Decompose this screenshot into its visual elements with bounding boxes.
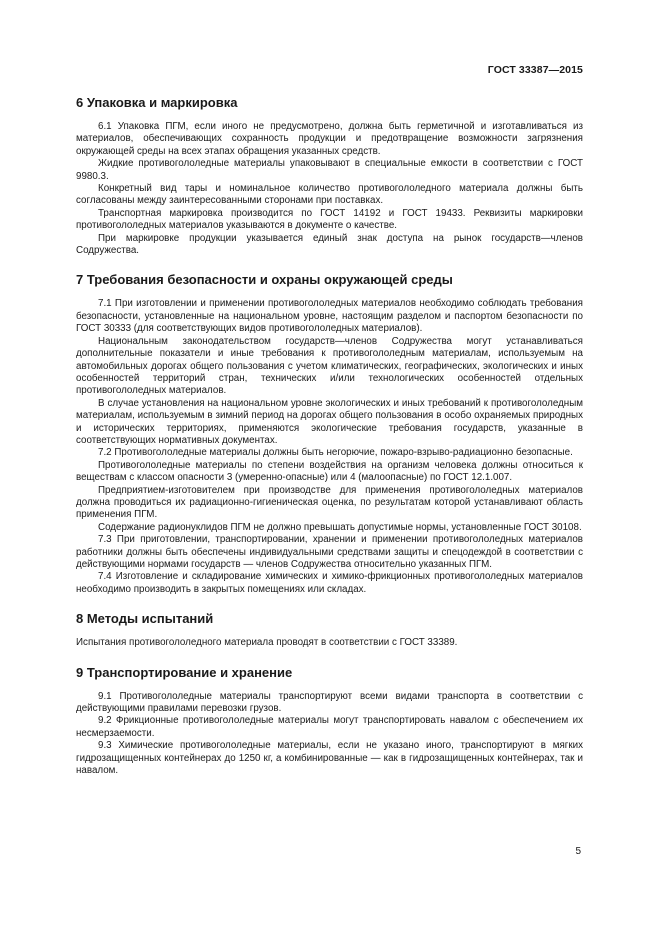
paragraph: 7.2 Противогололедные материалы должны быть негорючие, пожаро-взрыво-радиационно безопасные. — [98, 447, 573, 459]
paragraph: Предприятием-изготовителем при производстве для применения противогололедных материалов должна проводиться их радиационно-гигиеническая оценка, по результатам которой устанавливают область применения ПГМ. — [76, 484, 583, 521]
document-header: ГОСТ 33387—2015 — [487, 64, 583, 76]
paragraph: Противогололедные материалы по степени воздействия на организм человека должны относиться к веществам с классом опасности 3 (умеренно-опасные) или 4 (малоопасные) по ГОСТ 12.1.007. — [76, 459, 583, 484]
section-title: 6 Упаковка и маркировка — [76, 95, 238, 110]
paragraph: 7.3 При приготовлении, транспортировании, хранении и применении противогололедных материалов работники должны быть обеспечены индивидуальными средствами защиты и спецодеждой в соответствии с действующими нормами государств — членов Содружества относительно указанных ПГМ. — [76, 534, 583, 570]
page-content — [76, 95, 583, 792]
section-8 — [76, 611, 583, 649]
page-number: 5 — [575, 846, 581, 857]
paragraph: 9.3 Химические противогололедные материалы, если не указано иного, транспортируют в мягких гидрозащищенных контейнерах до 1250 кг, а комбинированные — как в гидрозащищенных контейнерах, так и навалом. — [76, 740, 583, 777]
paragraph: Испытания противогололедного материала проводят в соответствии с ГОСТ 33389. — [76, 637, 458, 649]
paragraph: Конкретный вид тары и номинальное количество противогололедного материала должны быть согласованы между заинтересованными сторонами при поставках. — [76, 183, 583, 207]
section-9 — [76, 665, 583, 778]
paragraph: 6.1 Упаковка ПГМ, если иного не предусмотрено, должна быть герметичной и изготавливаться из материалов, обеспечивающих сохранность продукции и предотвращение возможности загрязнения окружающей среды на всех этапах обращения указанных средств. — [76, 121, 583, 157]
paragraph: 9.2 Фрикционные противогололедные материалы могут транспортировать навалом с обеспечением их несмерзаемости. — [76, 715, 583, 739]
paragraph: В случае установления на национальном уровне экологических и иных требований к противогололедным материалам, используемым в зимний период на дорогах общего пользования в особо охраняемых природных и исторических территориях, применяются экологические требования государств, указанные в соответствующих нормативных документах. — [76, 397, 583, 446]
section-title: 8 Методы испытаний — [76, 611, 214, 627]
section-7 — [76, 272, 583, 596]
paragraph: Национальным законодательством государств—членов Содружества могут устанавливаться дополнительные показатели и иные требования к противогололедным материалам, используемым на автомобильных дорогах общего пользования с учетом климатических, географических, экологических и иных особенностей территорий стран, технических и/или технологических особенностей отдельных противогололедных материалов. — [76, 335, 583, 397]
paragraph: 7.1 При изготовлении и применении противогололедных материалов необходимо соблюдать требования безопасности, установленные на национальном уровне, настоящим разделом и паспортом безопасности по ГОСТ 30333 (для соответствующих видов противогололедных материалов). — [76, 298, 583, 335]
paragraph: Жидкие противогололедные материалы упаковывают в специальные емкости в соответствии с ГОСТ 9980.3. — [76, 158, 583, 182]
section-title: 9 Транспортирование и хранение — [76, 664, 293, 680]
paragraph: Содержание радионуклидов ПГМ не должно превышать допустимые нормы, установленные ГОСТ 30108. — [98, 521, 582, 533]
section-6 — [76, 95, 583, 257]
paragraph: Транспортная маркировка производится по ГОСТ 14192 и ГОСТ 19433. Реквизиты маркировки противогололедных материалов указываются в документе о качестве. — [76, 207, 583, 232]
section-title: 7 Требования безопасности и охраны окружающей среды — [76, 272, 453, 288]
paragraph: 9.1 Противогололедные материалы транспортируют всеми видами транспорта в соответствии с действующими правилами перевозки грузов. — [76, 690, 583, 715]
paragraph: При маркировке продукции указывается единый знак доступа на рынок государств—членов Содружества. — [76, 232, 583, 257]
paragraph: 7.4 Изготовление и складирование химических и химико-фрикционных противогололедных материалов необходимо производить в закрытых помещениях или складах. — [76, 571, 583, 595]
